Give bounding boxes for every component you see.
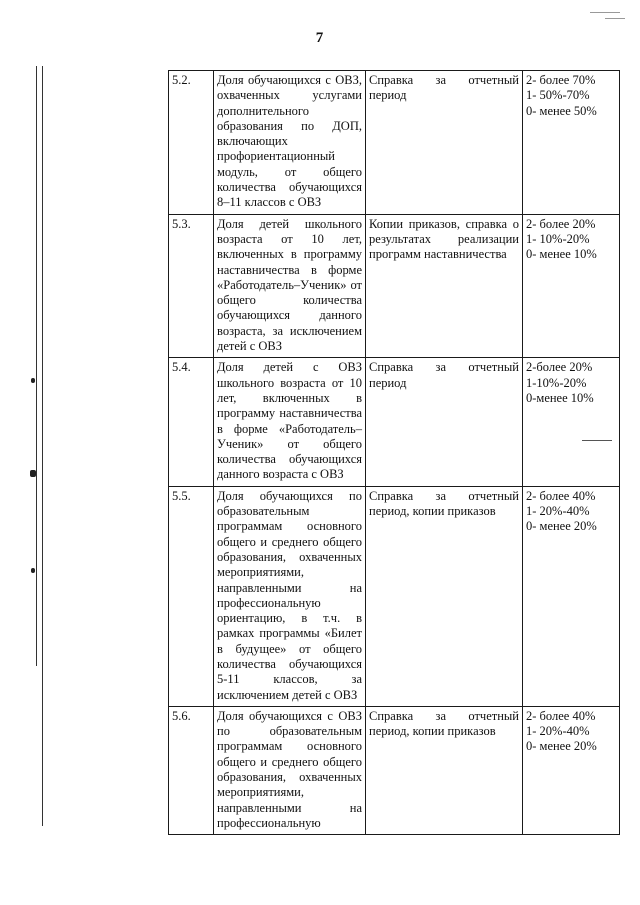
score-cell <box>523 71 620 215</box>
score-line: 2- более 20% <box>526 216 596 231</box>
score-line: 0- менее 20% <box>526 739 597 754</box>
row-number: 5.5. <box>169 486 214 706</box>
score-line: 0- менее 50% <box>526 103 597 118</box>
row-number: 5.2. <box>169 71 214 215</box>
binder-hole-mark <box>31 568 35 573</box>
score-line: 1- 50%-70% <box>526 88 590 103</box>
indicator-cell: Доля обучающихся с ОВЗ по образовательным программам основного общего и среднего общего образования, охваченных мероприятиями, направленными на профессиональную <box>214 706 366 834</box>
binder-hole-mark <box>31 378 35 383</box>
score-line: 1-10%-20% <box>526 375 587 390</box>
table-row <box>169 71 620 215</box>
score-cell <box>523 706 620 834</box>
indicator-cell: Доля детей с ОВЗ школьного возраста от 10 лет, включенных в программу наставничества в форме «Работодатель–Ученик» от общего количества обучающихся данного возраста с ОВЗ <box>214 358 366 486</box>
page-number: 7 <box>315 30 325 46</box>
indicator-cell: Доля обучающихся с ОВЗ, охваченных услугами дополнительного образования по ДОП, включающих профориентационный модуль, от общего количества обучающихся 8–11 классов с ОВЗ <box>214 71 366 215</box>
score-line: 2-более 20% <box>526 360 593 375</box>
table-row <box>169 214 620 358</box>
score-line: 1- 20%-40% <box>526 724 590 739</box>
score-line: 1- 10%-20% <box>526 231 590 246</box>
scan-speck <box>605 18 625 19</box>
document-cell: Справка за отчетный период <box>366 71 523 215</box>
score-line: 2- более 70% <box>526 73 596 87</box>
score-line: 2- более 40% <box>526 488 596 503</box>
score-cell <box>523 214 620 358</box>
score-line: 2- более 40% <box>526 708 596 723</box>
score-line: 0- менее 20% <box>526 519 597 534</box>
margin-line <box>36 66 37 666</box>
criteria-table <box>168 70 620 835</box>
row-number: 5.6. <box>169 706 214 834</box>
score-cell <box>523 358 620 486</box>
table-row <box>169 486 620 706</box>
score-line: 0-менее 10% <box>526 390 594 405</box>
score-cell <box>523 486 620 706</box>
binder-hole-mark <box>30 470 36 477</box>
document-cell: Копии приказов, справка о результатах реализации программ наставничества <box>366 214 523 358</box>
table-row <box>169 706 620 834</box>
document-cell: Справка за отчетный период, копии приказов <box>366 706 523 834</box>
score-line: 0- менее 10% <box>526 247 597 262</box>
row-number: 5.3. <box>169 214 214 358</box>
indicator-cell: Доля обучающихся по образовательным программам основного общего и среднего общего образования, охваченных мероприятиями, направленными на профессиональную ориентацию, в т.ч. в рамках программы «Билет в будущее» от общего количества обучающихся 5-11 классов, за исключением детей с ОВЗ <box>214 486 366 706</box>
document-cell: Справка за отчетный период, копии приказов <box>366 486 523 706</box>
margin-line <box>42 66 43 826</box>
scan-speck <box>590 12 620 13</box>
score-line: 1- 20%-40% <box>526 504 590 519</box>
indicator-cell: Доля детей школьного возраста от 10 лет, включенных в программу наставничества в форме «Работодатель–Ученик» от общего количества обучающихся данного возраста, за исключением детей с ОВЗ <box>214 214 366 358</box>
table-row <box>169 358 620 486</box>
document-cell: Справка за отчетный период <box>366 358 523 486</box>
row-number: 5.4. <box>169 358 214 486</box>
